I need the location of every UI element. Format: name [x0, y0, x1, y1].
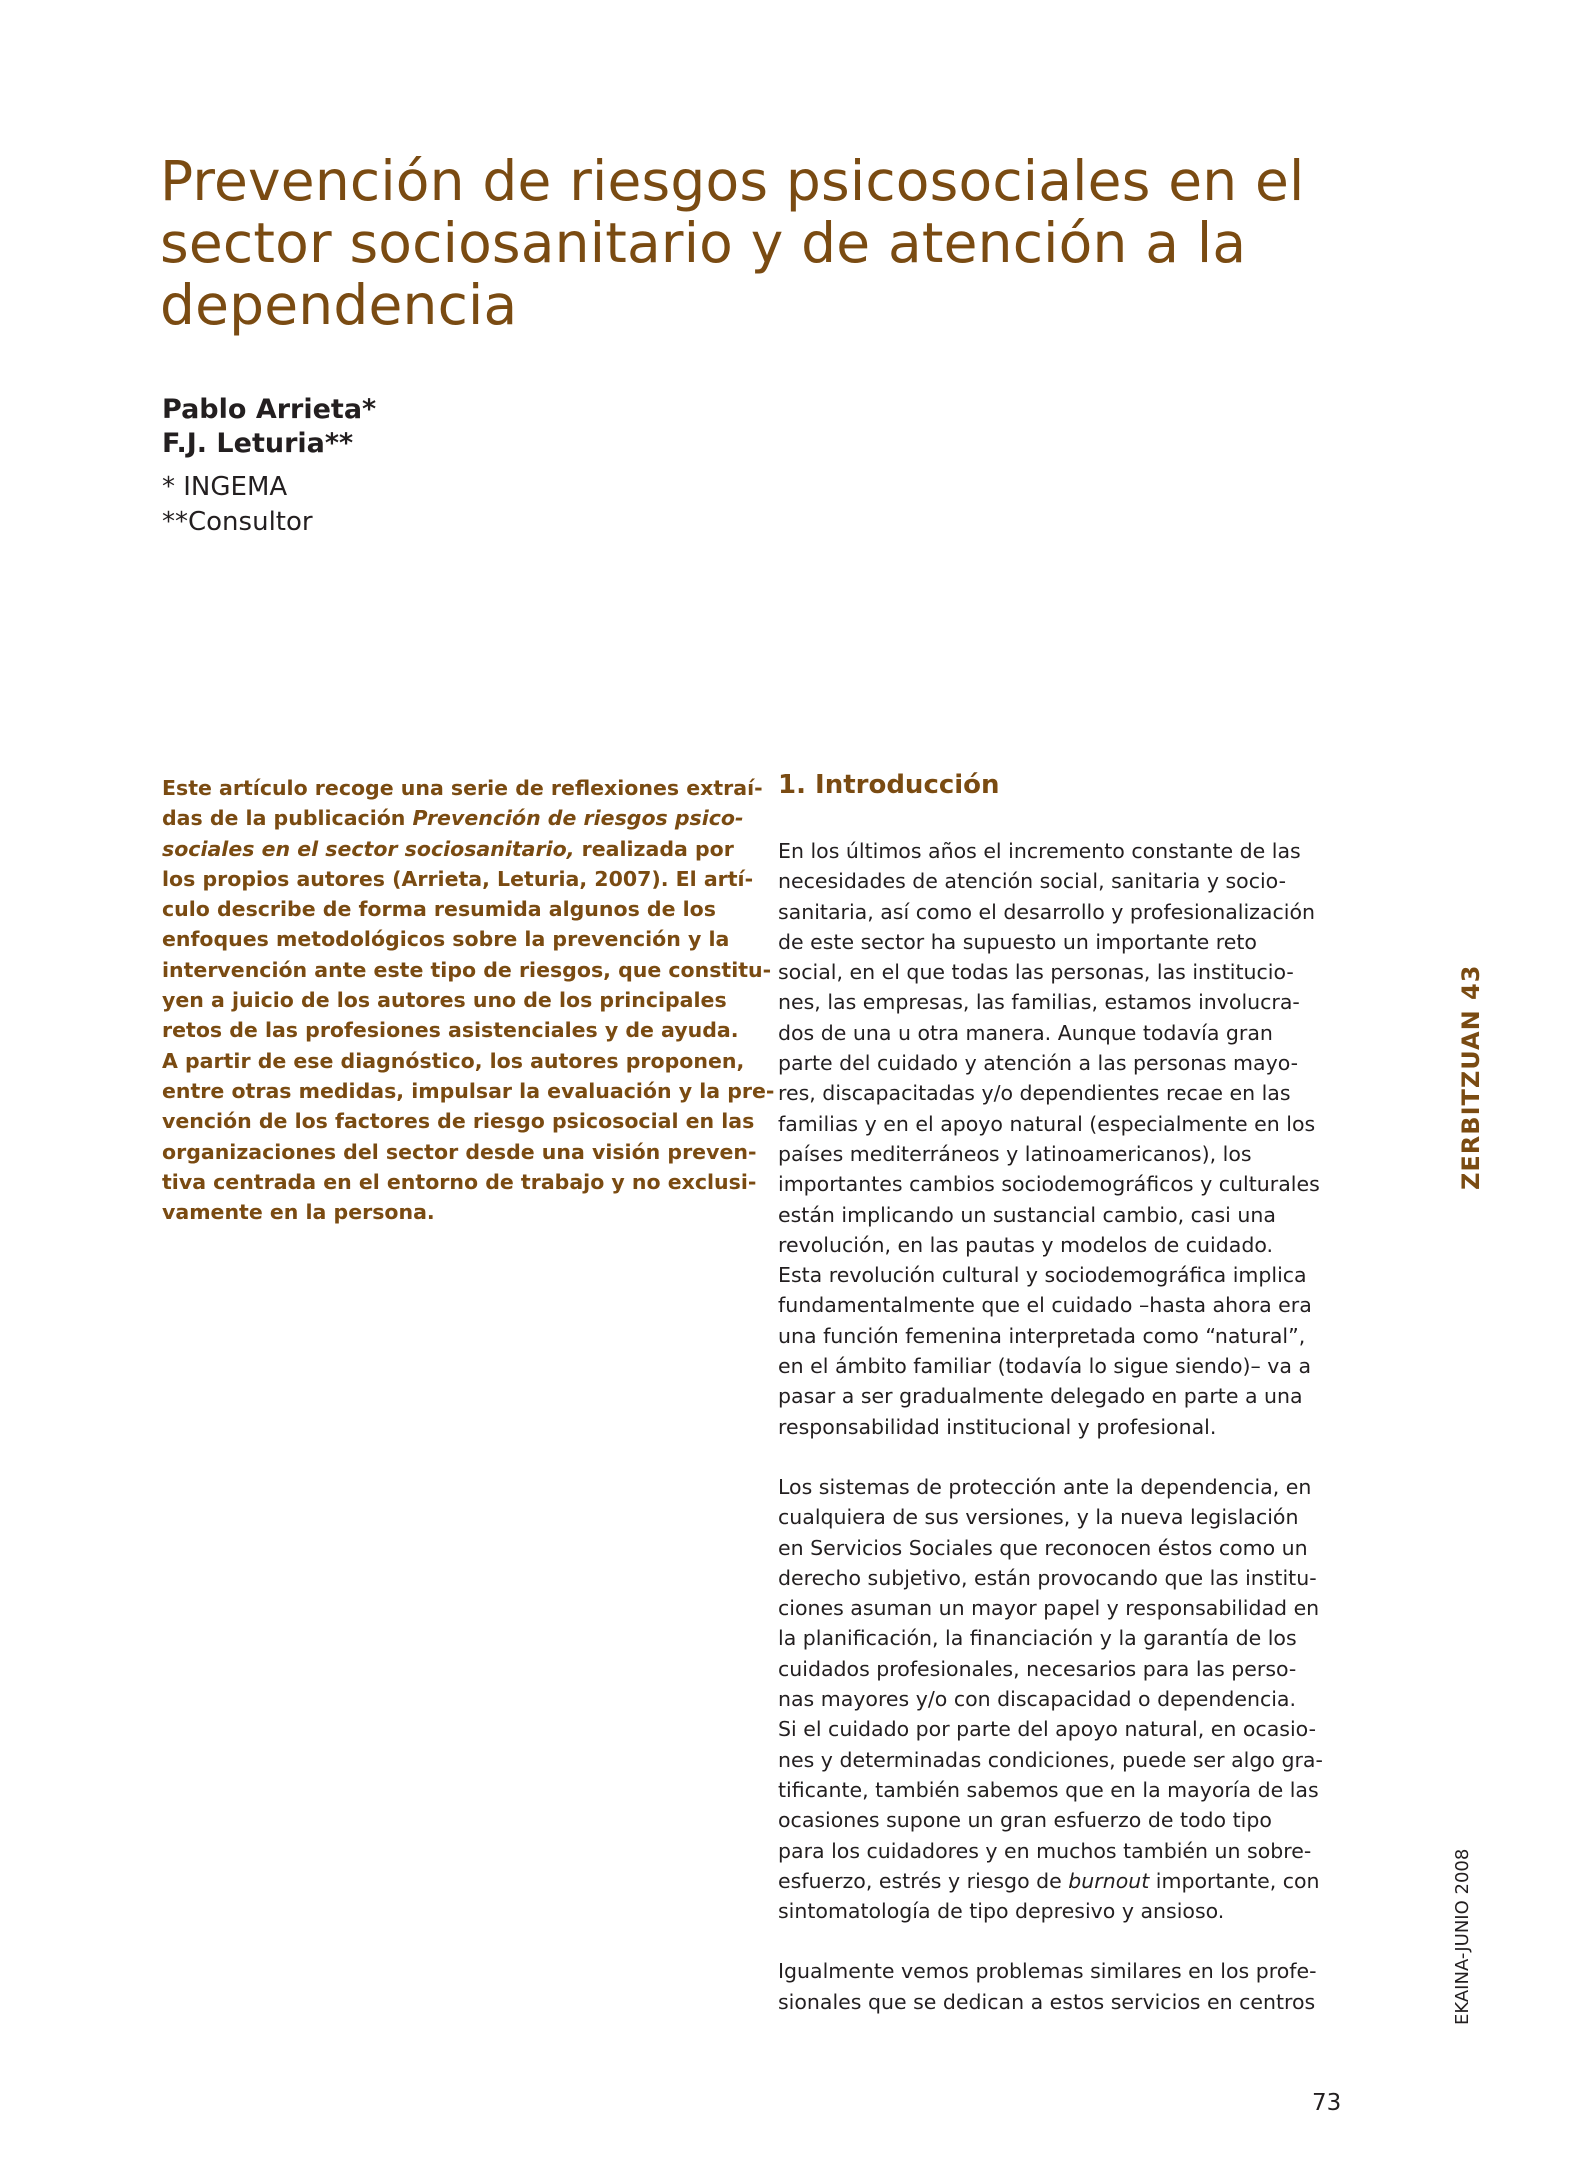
paragraph-line: ocasiones supone un gran esfuerzo de todo tipo: [778, 1808, 1272, 1833]
publication-title: sociales en el sector sociosanitario,: [162, 836, 575, 861]
paragraph-text: importante, con: [1149, 1868, 1320, 1893]
section-heading: 1. Introducción: [778, 770, 1000, 800]
paragraph-line: tificante, también sabemos que en la mayoría de las: [778, 1777, 1319, 1802]
paragraph-line: fundamentalmente que el cuidado –hasta ahora era: [778, 1293, 1312, 1318]
paragraph-line: cuidados profesionales, necesarios para las perso-: [778, 1656, 1297, 1681]
paragraph-line: nes, las empresas, las familias, estamos involucra-: [778, 990, 1300, 1015]
paragraph: [778, 1472, 1348, 1926]
body-text: [778, 836, 1348, 2047]
paragraph-line: revolución, en las pautas y modelos de cuidado.: [778, 1232, 1274, 1257]
paragraph: [778, 1956, 1348, 2017]
journal-name: ZERBITZUAN 43: [1457, 964, 1485, 1190]
paragraph-line: Esta revolución cultural y sociodemográfica implica: [778, 1263, 1307, 1288]
abstract-line: vención de los factores de riesgo psicosocial en las: [162, 1109, 755, 1134]
abstract-line: retos de las profesiones asistenciales y de ayuda.: [162, 1018, 739, 1043]
abstract-line: [162, 803, 744, 833]
author-name: F.J. Leturia**: [162, 428, 354, 459]
paragraph-line: de este sector ha supuesto un importante reto: [778, 929, 1257, 954]
paragraph-line: pasar a ser gradualmente delegado en parte a una: [778, 1384, 1303, 1409]
abstract: [162, 773, 775, 1227]
paragraph-line: la planificación, la financiación y la garantía de los: [778, 1626, 1297, 1651]
abstract-line: tiva centrada en el entorno de trabajo y no exclusi-: [162, 1169, 757, 1194]
paragraph-lines: [778, 1472, 1348, 1866]
paragraph-text: esfuerzo, estrés y riesgo de: [778, 1868, 1069, 1893]
paragraph-line: Si el cuidado por parte del apoyo natural, en ocasio-: [778, 1717, 1316, 1742]
paragraph-line: sintomatología de tipo depresivo y ansioso.: [778, 1899, 1225, 1924]
paragraph-line: nas mayores y/o con discapacidad o dependencia.: [778, 1687, 1296, 1712]
abstract-line: organizaciones del sector desde una visión preven-: [162, 1139, 757, 1164]
paragraph-line: En los últimos años el incremento constante de las: [778, 839, 1301, 863]
paragraph-line: [778, 1866, 1348, 1896]
article-title: Prevención de riesgos psicosociales en el sector sociosanitario y de atención a la dependencia: [160, 149, 1305, 337]
paragraph: [778, 836, 1348, 1442]
publication-title: Prevención de riesgos psico-: [412, 806, 744, 831]
paragraph-line: parte del cuidado y atención a las personas mayo-: [778, 1051, 1299, 1076]
paragraph-line: cualquiera de sus versiones, y la nueva legislación: [778, 1505, 1299, 1530]
paragraph-line: dos de una u otra manera. Aunque todavía gran: [778, 1020, 1273, 1045]
paragraph-line: sanitaria, así como el desarrollo y profesionalización: [778, 899, 1315, 924]
paragraph-line: res, discapacitadas y/o dependientes recae en las: [778, 1081, 1291, 1106]
abstract-text: realizada por: [574, 836, 734, 861]
paragraph-line: necesidades de atención social, sanitaria y socio-: [778, 869, 1286, 894]
abstract-line: enfoques metodológicos sobre la prevención y la: [162, 927, 730, 952]
paragraph-line: en el ámbito familiar (todavía lo sigue siendo)– va a: [778, 1354, 1312, 1379]
paragraph-line: ciones asuman un mayor papel y responsabilidad en: [778, 1596, 1320, 1621]
paragraph-line: una función femenina interpretada como “natural”,: [778, 1323, 1306, 1348]
emphasis-term: burnout: [1068, 1868, 1150, 1893]
affiliation: * INGEMA: [162, 472, 288, 502]
abstract-line: A partir de ese diagnóstico, los autores proponen,: [162, 1048, 745, 1073]
author-list: [162, 393, 376, 461]
issue-date: EKAINA-JUNIO 2008: [1452, 1848, 1473, 2025]
paragraph-line: responsabilidad institucional y profesional.: [778, 1414, 1217, 1439]
page-number: 73: [1312, 2090, 1342, 2116]
paragraph-line: Igualmente vemos problemas similares en los profe-: [778, 1959, 1317, 1984]
abstract-line: intervención ante este tipo de riesgos, que constitu-: [162, 957, 772, 982]
abstract-line: vamente en la persona.: [162, 1200, 435, 1225]
paragraph-line: familias y en el apoyo natural (especialmente en los: [778, 1111, 1316, 1136]
paragraph-line: nes y determinadas condiciones, puede ser algo gra-: [778, 1747, 1323, 1772]
paragraph-line: Los sistemas de protección ante la dependencia, en: [778, 1474, 1312, 1499]
paragraph-line: en Servicios Sociales que reconocen éstos como un: [778, 1535, 1308, 1560]
abstract-line: [162, 834, 734, 864]
abstract-text: das de la publicación: [162, 806, 413, 831]
abstract-line: yen a juicio de los autores uno de los principales: [162, 988, 727, 1013]
paragraph-line: derecho subjetivo, están provocando que las institu-: [778, 1565, 1317, 1590]
abstract-line: culo describe de forma resumida algunos de los: [162, 897, 716, 922]
affiliation: **Consultor: [162, 507, 313, 537]
abstract-line: entre otras medidas, impulsar la evaluación y la pre-: [162, 1078, 775, 1103]
paragraph-line: social, en el que todas las personas, las institucio-: [778, 960, 1294, 985]
affiliation-list: [162, 470, 313, 540]
paragraph-line: sionales que se dedican a estos servicios en centros: [778, 1989, 1316, 2014]
paragraph-line: para los cuidadores y en muchos también un sobre-: [778, 1838, 1312, 1863]
abstract-line: los propios autores (Arrieta, Leturia, 2007). El artí-: [162, 866, 754, 891]
author-name: Pablo Arrieta*: [162, 394, 377, 425]
paragraph-line: importantes cambios sociodemográficos y culturales: [778, 1172, 1320, 1197]
abstract-line: Este artículo recoge una serie de reflexiones extraí-: [162, 776, 763, 800]
paragraph-line: están implicando un sustancial cambio, casi una: [778, 1202, 1276, 1227]
paragraph-line: países mediterráneos y latinoamericanos), los: [778, 1141, 1252, 1166]
